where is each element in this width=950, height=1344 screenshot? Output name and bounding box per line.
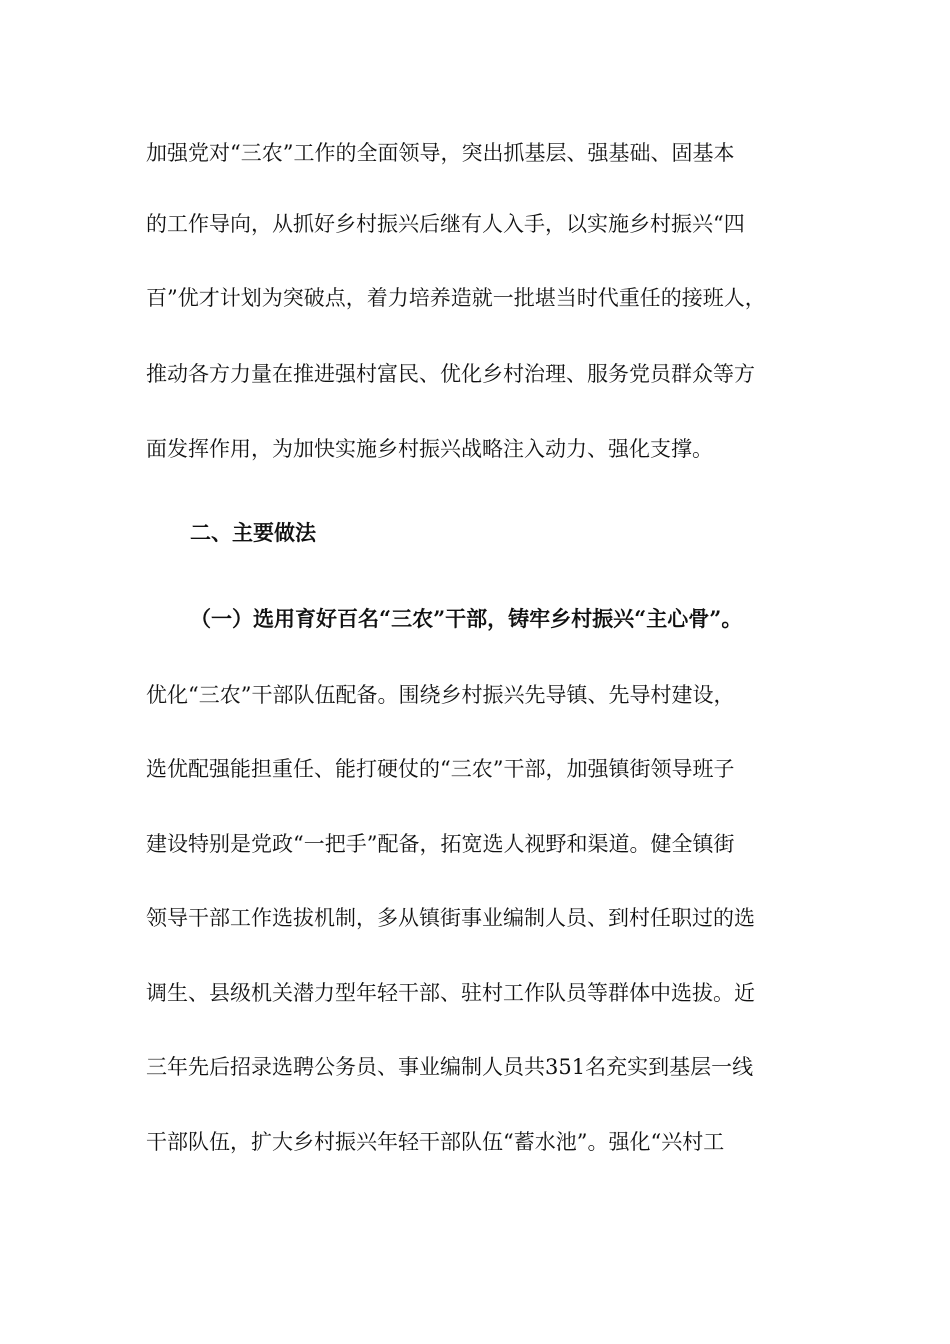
paragraph-2-line-7: 干部队伍，扩大乡村振兴年轻干部队伍“蓄水池”。强化“兴村工 — [146, 1130, 725, 1154]
paragraph-1-line-2: 的工作导向，从抓好乡村振兴后继有人入手，以实施乡村振兴“四 — [146, 212, 745, 236]
paragraph-1-line-1: 加强党对“三农”工作的全面领导，突出抓基层、强基础、固基本 — [146, 141, 735, 165]
paragraph-2-line-5: 调生、县级机关潜力型年轻干部、驻村工作队员等群体中选拔。近 — [146, 981, 755, 1005]
paragraph-1-line-5: 面发挥作用，为加快实施乡村振兴战略注入动力、强化支撑。 — [146, 437, 713, 461]
paragraph-2-line-2: 选优配强能担重任、能打硬仗的“三农”干部，加强镇街领导班子 — [146, 757, 735, 781]
paragraph-1-line-4: 推动各方力量在推进强村富民、优化乡村治理、服务党员群众等方 — [146, 362, 755, 386]
paragraph-2-line-1: 优化“三农”干部队伍配备。围绕乡村振兴先导镇、先导村建设， — [146, 683, 735, 707]
paragraph-2-line-3: 建设特别是党政“一把手”配备，拓宽选人视野和渠道。健全镇街 — [146, 832, 735, 856]
subsection-heading: （一）选用育好百名“三农”干部，铸牢乡村振兴“主心骨”。 — [190, 606, 743, 631]
section-heading: 二、主要做法 — [190, 520, 316, 545]
paragraph-2-line-6: 三年先后招录选聘公务员、事业编制人员共351名充实到基层一线 — [146, 1055, 754, 1079]
paragraph-2-line-4: 领导干部工作选拔机制，多从镇街事业编制人员、到村任职过的选 — [146, 906, 755, 930]
paragraph-1-line-3: 百”优才计划为突破点，着力培养造就一批堪当时代重任的接班人， — [146, 286, 766, 310]
